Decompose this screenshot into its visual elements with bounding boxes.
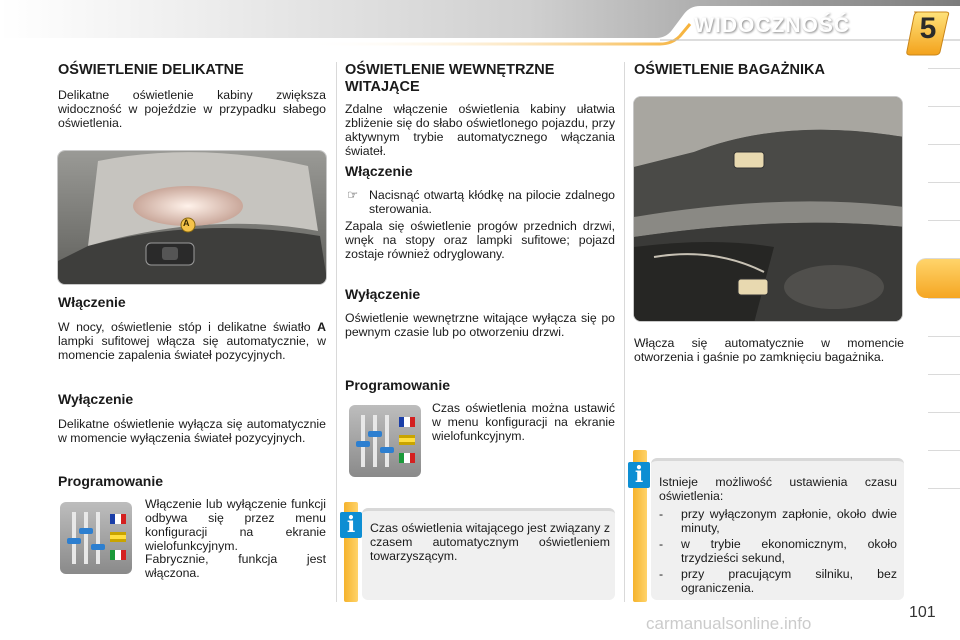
chapter-title: WIDOCZNOŚĆ xyxy=(694,14,850,37)
chapter-tab[interactable] xyxy=(928,298,960,336)
section-title-welcome: OŚWIETLENIE WEWNĘTRZNE WITAJĄCE xyxy=(345,62,555,95)
ceiling-lamp-photo xyxy=(57,150,327,285)
lamp-label-a: A xyxy=(317,320,326,334)
chapter-tab[interactable] xyxy=(928,144,960,182)
watermark: carmanualsonline.info xyxy=(646,614,812,633)
chapter-tab[interactable] xyxy=(928,182,960,220)
welcome-off-text: Oświetlenie wewnętrzne witające wyłącza się po pewnym czasie lub po otworzeniu drzwi. xyxy=(345,311,615,339)
welcome-info-text: Czas oświetlenia witającego jest związany z czasem automatycznym oświetleniem towarzyszącym. xyxy=(370,521,610,563)
chapter-tab[interactable] xyxy=(928,68,960,106)
chapter-tab[interactable] xyxy=(928,412,960,450)
boot-lamp-photo xyxy=(633,96,903,322)
settings-menu-icon xyxy=(349,405,421,477)
chapter-tab-active[interactable] xyxy=(916,258,960,298)
welcome-info-box xyxy=(362,508,615,600)
page-number: 101 xyxy=(909,604,936,621)
column-divider xyxy=(336,62,337,602)
boot-info-box xyxy=(651,458,904,600)
chapter-tab[interactable] xyxy=(928,336,960,374)
ambient-prog-text-1: Włączenie lub wyłączenie funkcji odbywa się przez menu konfiguracji na ekranie wielofunkcyjnym. xyxy=(145,497,326,553)
chapter-tabs xyxy=(928,68,960,526)
welcome-on-text: Zapala się oświetlenie progów przednich drzwi, wnęk na stopy oraz lampki sufitowe; pojazd zostaje również odryglowany. xyxy=(345,219,615,261)
boot-info-intro: Istnieje możliwość ustawienia czasu oświetlenia: xyxy=(659,475,897,503)
chapter-tab[interactable] xyxy=(928,488,960,526)
welcome-off-title: Wyłączenie xyxy=(345,286,421,302)
info-icon: i xyxy=(340,512,362,538)
welcome-prog-text: Czas oświetlenia można ustawić w menu konfiguracji na ekranie wielofunkcyjnym. xyxy=(432,401,615,443)
section-title-ambient: OŚWIETLENIE DELIKATNE xyxy=(58,62,244,78)
section-title-boot: OŚWIETLENIE BAGAŻNIKA xyxy=(634,62,825,78)
chapter-tab[interactable] xyxy=(928,106,960,144)
boot-text: Włącza się automatycznie w momencie otworzenia i gaśnie po zamknięciu bagażnika. xyxy=(634,336,904,364)
chapter-tab[interactable] xyxy=(928,220,960,258)
welcome-on-title: Włączenie xyxy=(345,163,413,179)
label-a: A xyxy=(183,218,190,228)
boot-info-list xyxy=(659,507,897,595)
ambient-off-title: Wyłączenie xyxy=(58,391,134,407)
column-divider xyxy=(624,62,625,602)
ambient-intro-text: Delikatne oświetlenie kabiny zwiększa widoczność w pojeździe w przypadku słabego oświetlenia. xyxy=(58,88,326,130)
chapter-number: 5 xyxy=(919,12,937,45)
ambient-on-title: Włączenie xyxy=(58,294,126,310)
ambient-prog-text-2: Fabrycznie, funkcja jest włączona. xyxy=(145,552,326,580)
welcome-prog-title: Programowanie xyxy=(345,377,451,393)
pointer-icon: ☞ xyxy=(347,188,359,202)
chapter-tab[interactable] xyxy=(928,450,960,488)
ambient-on-text: W nocy, oświetlenie stóp i delikatne światło A lampki sufitowej włącza się automatycznie, w momencie zapalenia świateł pozycyjnych. xyxy=(58,320,326,362)
ambient-off-text: Delikatne oświetlenie wyłącza się automatycznie w momencie wyłączenia świateł pozycyjnych. xyxy=(58,417,326,445)
list-item: - w trybie ekonomicznym, około trzydzieści sekund, xyxy=(659,537,897,565)
info-icon: i xyxy=(628,462,650,488)
list-item: - przy pracującym silniku, bez ograniczenia. xyxy=(659,567,897,595)
settings-menu-icon xyxy=(60,502,132,574)
welcome-intro-text: Zdalne włączenie oświetlenia kabiny ułatwia zbliżenie się do słabo oświetlonego pojazdu, przy aktywnym trybie automatycznego włączania świateł. xyxy=(345,102,615,158)
chapter-tab[interactable] xyxy=(928,374,960,412)
welcome-on-bullet: ☞ Nacisnąć otwartą kłódkę na pilocie zdalnego sterowania. xyxy=(347,188,615,216)
ambient-prog-title: Programowanie xyxy=(58,473,164,489)
list-item: - przy wyłączonym zapłonie, około dwie minuty, xyxy=(659,507,897,535)
